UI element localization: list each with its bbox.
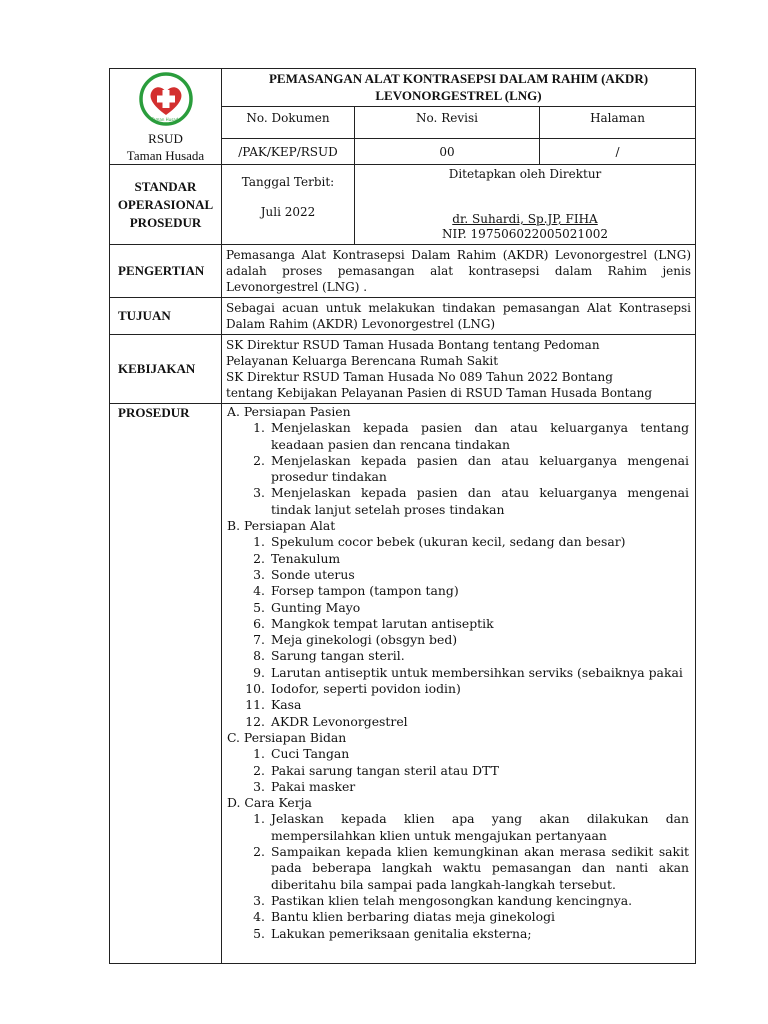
step-text: Cuci Tangan [271, 746, 350, 762]
step-text: Iodofor, seperti povidon iodin) [271, 681, 461, 697]
prosedur-step [222, 909, 695, 925]
step-number: 2. [253, 452, 265, 468]
step-number: 3. [253, 566, 265, 582]
prosedur-content [222, 404, 696, 964]
step-text: Forsep tampon (tampon tang) [271, 583, 459, 599]
step-text: AKDR Levonorgestrel [271, 713, 408, 729]
step-text: Pastikan klien telah mengosongkan kandung kencingnya. [271, 892, 633, 908]
title-line1: PEMASANGAN ALAT KONTRASEPSI DALAM RAHIM (AKDR) [268, 71, 649, 86]
prosedur-step [222, 551, 695, 567]
prosedur-step [222, 600, 695, 616]
step-number: 10. [245, 681, 265, 697]
no-revisi-value: 00 [355, 139, 540, 165]
sop-document [109, 68, 695, 964]
pengertian-text: Pemasanga Alat Kontrasepsi Dalam Rahim (AKDR) Levonorgestrel (LNG) adalah proses pemasangan alat kontrasepsi dalam Rahim jenis Levonorgestrel (LNG) . [222, 245, 696, 298]
prosedur-section-title: A. Persiapan Pasien [227, 404, 351, 419]
tujuan-text: Sebagai acuan untuk melakukan tindakan pemasangan Alat Kontrasepsi Dalam Rahim (AKDR) Levonorgestrel (LNG) [222, 298, 696, 335]
halaman-label: Halaman [540, 107, 696, 139]
director-nip: NIP. 197506022005021002 [442, 227, 608, 241]
step-number: 6. [253, 615, 265, 631]
pengertian-label: PENGERTIAN [110, 245, 222, 298]
kebijakan-line: tentang Kebijakan Pelayanan Pasien di RSUD Taman Husada Bontang [226, 386, 653, 400]
step-text: Sampaikan kepada klien kemungkinan akan merasa sedikit sakit pada beberapa langkah waktu pemasangan dan nanti akan diberitahu bila sampai pada langkah-langkah tersebut. [271, 844, 690, 892]
prosedur-step [222, 665, 695, 681]
step-text: Meja ginekologi (obsgyn bed) [271, 632, 458, 648]
prosedur-step [222, 763, 695, 779]
halaman-value: / [540, 139, 696, 165]
hospital-logo [134, 71, 198, 127]
no-dokumen-label: No. Dokumen [222, 107, 355, 139]
prosedur-step [222, 534, 695, 550]
prosedur-label: PROSEDUR [110, 404, 222, 964]
step-text: Bantu klien berbaring diatas meja ginekologi [271, 909, 555, 925]
ditetapkan-oleh: Ditetapkan oleh Direktur [448, 167, 602, 181]
step-text: Pakai masker [271, 778, 356, 794]
prosedur-section-title: D. Cara Kerja [227, 795, 312, 811]
step-text: Tenakulum [271, 550, 341, 566]
step-text: Spekulum cocor bebek (ukuran kecil, sedang dan besar) [271, 534, 626, 550]
prosedur-step [222, 567, 695, 583]
prosedur-step [222, 893, 695, 909]
title-line2: LEVONORGESTREL (LNG) [375, 88, 542, 103]
step-number: 2. [253, 844, 265, 860]
prosedur-step [222, 453, 695, 486]
step-number: 3. [253, 778, 265, 794]
step-number: 1. [253, 746, 265, 762]
step-text: Jelaskan kepada klien apa yang akan dilakukan dan mempersilahkan klien untuk mengajukan pertanyaan [271, 811, 690, 843]
step-number: 9. [253, 664, 265, 680]
kebijakan-line: SK Direktur RSUD Taman Husada Bontang tentang Pedoman [226, 338, 600, 352]
sop-table [109, 68, 696, 964]
prosedur-section-title: B. Persiapan Alat [227, 518, 336, 534]
sop-line3: PROSEDUR [129, 214, 202, 230]
prosedur-step [222, 485, 695, 518]
step-text: Mangkok tempat larutan antiseptik [271, 615, 494, 631]
prosedur-step [222, 714, 695, 730]
step-number: 1. [253, 811, 265, 827]
no-dokumen-value: /PAK/KEP/RSUD [222, 139, 355, 165]
step-text: Sarung tangan steril. [271, 648, 405, 664]
step-number: 2. [253, 762, 265, 778]
kebijakan-label: KEBIJAKAN [110, 335, 222, 404]
step-text: Lakukan pemeriksaan genitalia eksterna; [271, 925, 532, 941]
prosedur-step [222, 632, 695, 648]
step-number: 2. [253, 550, 265, 566]
sop-line2: OPERASIONAL [117, 196, 214, 212]
hospital-name-line2: Taman Husada [126, 148, 205, 163]
step-number: 7. [253, 632, 265, 648]
prosedur-step [222, 697, 695, 713]
penetapan-cell [355, 165, 696, 245]
tanggal-value: Juli 2022 [260, 205, 316, 219]
tujuan-label: TUJUAN [110, 298, 222, 335]
prosedur-step [222, 779, 695, 795]
step-text: Menjelaskan kepada pasien dan atau keluarganya mengenai tindak lanjut setelah proses tindakan [271, 485, 690, 517]
tanggal-terbit-cell [222, 165, 355, 245]
prosedur-step [222, 616, 695, 632]
step-text: Gunting Mayo [271, 599, 361, 615]
hospital-name-line1: RSUD [148, 131, 183, 146]
prosedur-step [222, 648, 695, 664]
step-number: 1. [253, 420, 265, 436]
step-number: 3. [253, 892, 265, 908]
prosedur-step [222, 746, 695, 762]
sop-line1: STANDAR [134, 178, 197, 194]
prosedur-step [222, 811, 695, 844]
no-revisi-label: No. Revisi [355, 107, 540, 139]
logo-text: Taman Husada [150, 117, 181, 122]
step-number: 5. [253, 925, 265, 941]
prosedur-step [222, 420, 695, 453]
step-text: Menjelaskan kepada pasien dan atau keluarganya tentang keadaan pasien dan rencana tindakan [271, 420, 690, 452]
prosedur-step [222, 926, 695, 942]
step-text: Menjelaskan kepada pasien dan atau keluarganya mengenai prosedur tindakan [271, 452, 690, 485]
prosedur-step [222, 844, 695, 893]
step-text: Kasa [271, 697, 302, 713]
hospital-logo-cell [110, 69, 222, 165]
kebijakan-line: SK Direktur RSUD Taman Husada No 089 Tahun 2022 Bontang [226, 370, 613, 384]
kebijakan-line: Pelayanan Keluarga Berencana Rumah Sakit [226, 354, 499, 368]
step-text: Pakai sarung tangan steril atau DTT [271, 762, 499, 778]
prosedur-section-title: C. Persiapan Bidan [227, 729, 347, 745]
tanggal-label: Tanggal Terbit: [241, 175, 335, 189]
step-number: 11. [245, 697, 265, 713]
step-number: 1. [253, 534, 265, 550]
director-name: dr. Suhardi, Sp.JP, FIHA [452, 212, 598, 226]
kebijakan-text [222, 335, 696, 404]
step-number: 4. [253, 909, 265, 925]
step-text: Sonde uterus [271, 566, 355, 582]
step-text: Larutan antiseptik untuk membersihkan serviks (sebaiknya pakai [271, 664, 683, 680]
step-number: 8. [253, 648, 265, 664]
document-title [222, 69, 696, 107]
sop-label [110, 165, 222, 245]
step-number: 12. [245, 713, 265, 729]
step-number: 5. [253, 599, 265, 615]
step-number: 4. [253, 583, 265, 599]
prosedur-step [222, 583, 695, 599]
step-number: 3. [253, 485, 265, 501]
prosedur-step [222, 681, 695, 697]
